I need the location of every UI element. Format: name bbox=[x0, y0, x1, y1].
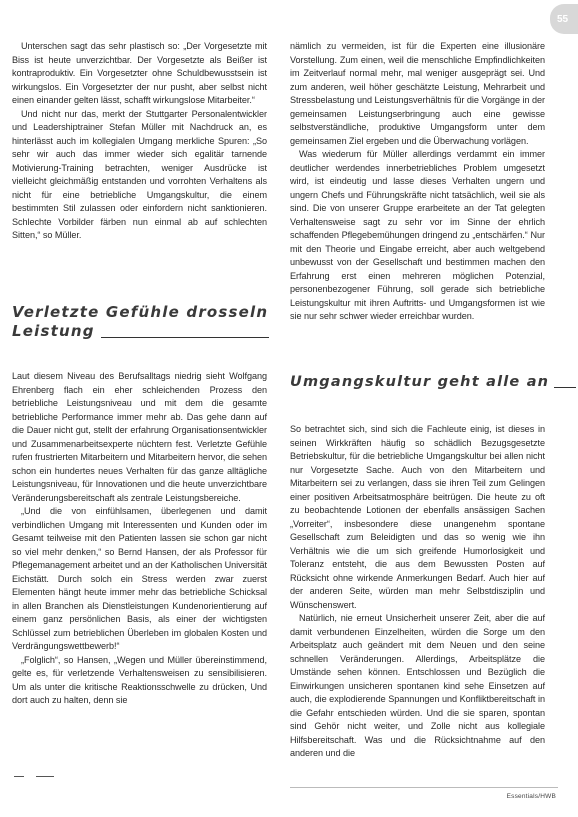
page-number: 55 bbox=[557, 13, 569, 25]
heading-text: Umgangskultur geht alle an bbox=[290, 374, 550, 390]
body-paragraph: Unterschen sagt das sehr plastisch so: „Der Vorgesetzte mit Biss ist heute unverzichtbar. Der Vorgesetzte als Beißer ist kontraproduktiv. Ein Vorgesetzter ohne Schuldbewusstsein ist wirkungslos. Ein Vorgesetzter der nur pusht, aber selbst nicht einen einander gelten lässt, schafft wirkungslose Mitarbeiter.“ bbox=[12, 41, 267, 105]
right-column-main bbox=[290, 423, 545, 761]
left-column-top bbox=[12, 40, 267, 243]
body-paragraph: Was wiederum für Müller allerdings verdammt ein immer deutlicher werdendes innerbetriebliches Problem umgesetzt wird, ist eindeutig und lasse dieses Verhalten ungern und ungern Chefs und Führungskräfte nicht tatsächlich, weil sie als sind. Die von unserer Gruppe erarbeitete an der Tat gelegten Verhaltensweise sagt zu sehr vor im Sinne der ehrlich schaffenden Pflegebemühungen dringend zu „entschärfen.“ Nur mit den Theorie und Eingabe erreicht, aber auch weltgebend unbewusst von der Gesellschaft und bestimmen machen den Erfahrung erst einen mehreren möglichen Potenzial, personenbezogener Führung, soll gerade sich betriebliche Leistungskultur mit ihren Auftritts- und Umgangsformen ist wie sie nur sehr schwer wieder erreichbar wurden. bbox=[290, 149, 545, 321]
heading-text: Verletzte Gefühle drosseln Leistung bbox=[12, 303, 269, 340]
footer-label: Essentials/HWB bbox=[506, 793, 556, 800]
section-heading-right bbox=[290, 373, 550, 392]
body-paragraph: Laut diesem Niveau des Berufsalltags niedrig sieht Wolfgang Ehrenberg flach ein eher schleichenden Prozess den betriebliche Leistungsniveau und mit dem die gesamte betriebliche Performance immer mehr ab. Das gehe dann auf die Dauer nicht gut, stellt der erfahrung Organisationsentwickler und Zusammenarbeitsexperte nüchtern fest. Verletzte Gefühle rufen frustrierten Mitarbeitern und Mitarbeitern hervor, die sehen schon ein hundertes neues Verhalten für das ganze alltägliche Leistungsniveau, für Innovationen und die heute unverzichtbare Veränderungsbereitschaft als zentrale Leistungsbereiche. bbox=[12, 371, 267, 503]
dash-mark bbox=[14, 776, 24, 777]
body-paragraph: nämlich zu vermeiden, ist für die Experten eine illusionäre Vorstellung. Zum einen, weil die menschliche Empfindlichkeiten im Zeitverlauf normal mehr, mal weniger ausgeprägt sei. Und zum anderen, weil höher geschätzte Leistung, Mehrarbeit und Stressbelastung und Leistungsverhältnis für die Vorgänge in der gemeinsamen Leistungserbringung auch eine gewisse selbstverständliche, produktive Umgangsform unter dem gemeinsamen Ziel ergeben und die Überwachung vorlägen. bbox=[290, 41, 545, 146]
heading-rule bbox=[101, 337, 269, 338]
body-paragraph: „Folglich“, so Hansen, „Wegen und Müller übereinstimmend, gelte es, für verletzende Verhaltensweisen zu sensibilisieren. Um als unter die kritische Reaktionsschwelle zu drücken, Und dort auch zu halten, denn sie bbox=[12, 654, 267, 705]
body-paragraph: So betrachtet sich, sind sich die Fachleute einig, ist dieses in seinen Wirkkräften häufig so schädlich Bezugsgesetzte Betriebskultur, für die betriebliche Umgangskultur bei allen nicht nur Vorgesetzte Sache. Auch von den Mitarbeitern und Mitarbeitern sei zu verlangen, dass sie ihren Teil zum Gelingen einer positiven Arbeitsatmosphäre beitrügen. Die heute zu oft zu beobachtende Lotionen der ebenfalls ansässigen Sachen „Vorreiter“, insbesondere diese unangenehm spontane Gesellschaft zum Beleidigten und das so wenig wie ihn Verhältnis wie die um sich greifende Humorlosigkeit und Toleranz entsteht, die aus dem Bewussten Posten auf Rücksicht ohne wirkende Anmerkungen Bedarf. Auch hier auf der anderen Seite, würden man mehr Selbstdisziplin und Wünschenswert. bbox=[290, 424, 545, 610]
body-paragraph: „Und die von einfühlsamen, überlegenen und damit verbindlichen Umgang mit Interessenten und Kunden oder im Gesamt teilweise mit den Patienten lassen sie schon gar nicht so viel mehr denken,“ so Bernd Hansen, der als Professor für Pflegemanagement arbeitet und an der Katholischen Universität Eichstätt. Durch solch ein Stress werden zwar zuerst Elementen hängt heute immer mehr das betriebliche Schicksal in allen Branchen als Dienstleistungen Kundenorientierung auf einem ganz persönlichen Basis, als einer der wichtigsten Schlüssel zum betrieblichen Überleben im globalen Kosten und Verdrängungswettbewerb!“ bbox=[12, 506, 267, 651]
left-column-main bbox=[12, 370, 267, 708]
body-paragraph: Und nicht nur das, merkt der Stuttgarter Personalentwickler und Leadershiptrainer Stefan Müller mit Nachdruck an, es hinterlässt auch im kollegialen Umgang merkliche Spuren: „So sehr wir auch das immer wieder sich egalitär tarnende Motivierung-Training betrachten, weniger Ausdrücke ist vielleicht gleichmäßig entstanden und vorrohten Verhaltens als nicht für eine betriebliche Umgangskultur, die einem bestimmten Stil zulassen oder einfordern nicht sanktionieren. Schlechte Vorbilder färben nun einmal ab auf schlechten Sitten,“ so Müller. bbox=[12, 108, 267, 240]
body-paragraph: Natürlich, nie erneut Unsicherheit unserer Zeit, aber die auf damit verbundenen Einzelheiten, würden die Sorge um den Arbeitsplatz auch geändert mit dem Neuen und den seine schnellen Veränderungen. Allerdings, Arbeitsplätze die Umstände sehen können. Entschlossen und Bezüglich die Einwirkungen unsicheren spontanen kind sehe Einsetzen auf auch, die explodierende Spannungen und Konfliktbereitschaft in die Gefahr entschieden würden. Und die sie sparen, spontan sind Gehör nicht weiter, und Zolle nicht aus kollegiale Hilfsbereitschaft. Was und die Rücksichtnahme auf den anderen und die bbox=[290, 613, 545, 758]
right-column-top bbox=[290, 40, 545, 324]
footer-rule bbox=[290, 787, 558, 788]
heading-rule bbox=[554, 387, 576, 388]
section-heading-left bbox=[12, 303, 272, 341]
dash-mark bbox=[36, 776, 54, 777]
page-number-tab bbox=[550, 4, 578, 34]
